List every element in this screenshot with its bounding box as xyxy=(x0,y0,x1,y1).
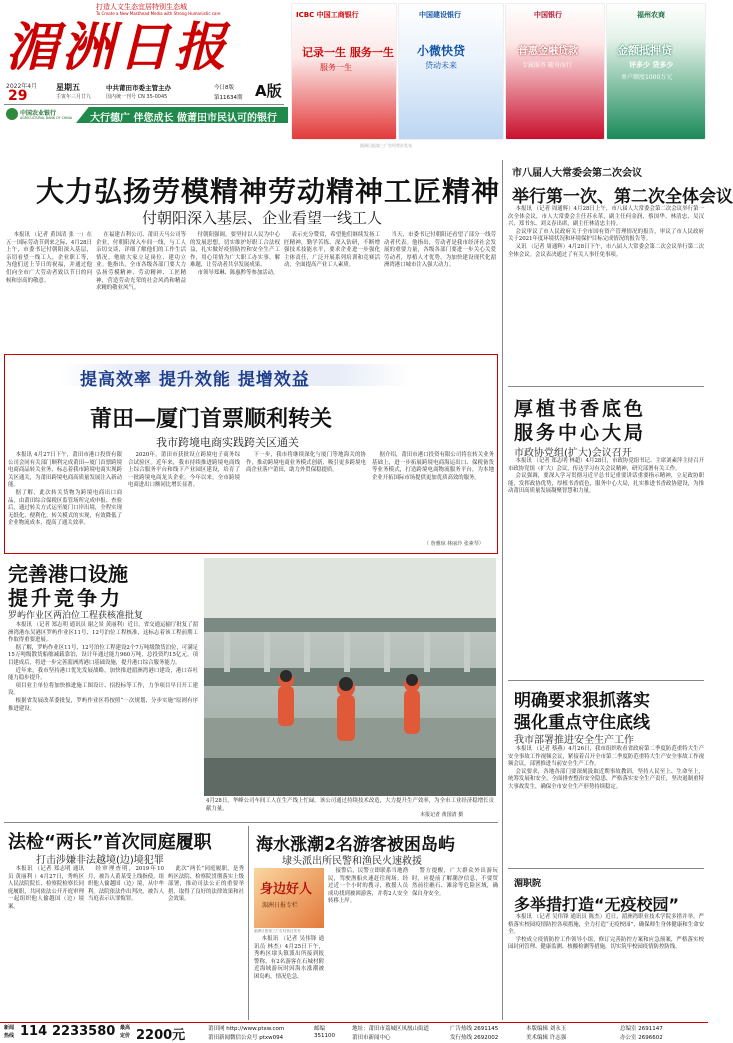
footer-web: 莆田网 http://www.ptxw.com xyxy=(208,1026,285,1032)
s2-title-1: 厚植书香底色 xyxy=(514,398,647,420)
good-people-ad xyxy=(254,868,324,928)
fz-tagline: 金额抵押贷 xyxy=(617,44,672,57)
feature-col-4 xyxy=(372,452,494,542)
feature-byline: （ 詹雅琼 林丽玲 张素琴） xyxy=(424,541,484,547)
boc-sub: 专属服务 随身而行 xyxy=(522,62,572,69)
s1-para: 本报讯 （记者 周通辉）4月28日上午，市八届人大常委会第二次会议举行第一次全体会议，市人大常委会主任苏永革，副主任何金润、蔡国华、林清忠、吴汉兴、郑书东、刘义春出席，副主任林清忠主持。 xyxy=(508,206,704,228)
s4-body xyxy=(508,914,704,1016)
court-para: 经审理查明，2019年10月，被告人黄某受上线指使，组织他人偷越国（边）境，从中牟利。法院依法作出判决，被告人当庭表示认罪悔罪。 xyxy=(88,866,164,903)
sea-para: 接警后，民警立即联系当地渔民，驾驶渔船火速赶往现场。经过近一个小时的搜寻，救援人员成功找到被困游客，并将2人安全转移上岸。 xyxy=(328,868,408,905)
ccb-tagline: 小微快贷 xyxy=(417,44,466,58)
feature-subtitle: 我市跨境电商实践跨关区通关 xyxy=(156,436,299,449)
icbc-tagline: 记录一生 服务一生 xyxy=(302,46,394,59)
abc-banner-text: 大行德广 伴您成长 做莆田市民认可的银行 xyxy=(90,113,277,124)
lead-para: 表示充分赞赏，希望他们继续发扬工匠精神，勤学苦练、深入钻研，不断增强技术技能水平，要求企业进一步强化主体责任，广泛开展系列培训和竞赛活动，全面提高产业工人素质。 xyxy=(284,232,380,269)
footer-postcode-label: 邮编 xyxy=(314,1026,326,1032)
icbc-sub: 服务一生 xyxy=(320,63,352,72)
s1-para: 会议审议了市人民政府关于全市国有资产管理情况的报告，审议了市人民政府关于2021年度环境状况和环境保护目标完成情况的报告等。 xyxy=(508,228,704,243)
good-people-sub: 湄洲日报专栏 xyxy=(262,902,299,909)
court-col-1 xyxy=(8,866,84,1016)
feature-para: 2020年，莆田市获批设立跨境电子商务综合试验区。近年来，我市持续推进跨境电商线上综合服务平台和线下产业园区建设，培育了一批跨境电商龙头企业。今年以来，全市跨境电商进出口额同比增长显著。 xyxy=(128,452,240,489)
sea-para: 本报讯 （记者 吴伟锋 通讯员 林杰）4月25日下午，秀屿区埭头镇派出所接到报警称，有2名游客在石城村附近海域游玩时因海水涨潮被困岛屿，情况危急。 xyxy=(254,936,324,980)
s1-para: 又讯 （记者 周通辉）4月28日下午，市八届人大常委会第二次会议举行第二次全体会议。会议表决通过了有关人事任免事项。 xyxy=(508,243,704,258)
footer-address: 地址：莆田市荔城区凤凰山街道 xyxy=(352,1026,430,1032)
feature-col-1 xyxy=(8,452,122,550)
lead-para: 当天，市委书记付朝阳还看望了部分一线劳动者代表。他指出，劳动者是我市经济社会发展的重要力量，各级各部门要进一步关心关爱劳动者，厚植人才优势，为加快建设现代化湄洲湾港口城市注入强大动力。 xyxy=(384,232,496,269)
lead-col-4 xyxy=(284,232,380,350)
good-people-label: 身边好人 xyxy=(260,882,313,897)
factory-photo-illustration xyxy=(204,558,496,796)
lead-col-3 xyxy=(190,232,280,350)
fz-ad xyxy=(606,3,706,140)
footer-address-2: 莆田市新闻中心 xyxy=(352,1035,391,1041)
port-title-1: 完善港口设施 xyxy=(8,562,128,586)
feature-para: 下一步，我市将继续深化与厦门等地海关的协作，推动跨境电商业务模式创新，吸引更多跨境电商企业落户莆田，助力外贸保稳提质。 xyxy=(246,452,366,474)
court-col-3 xyxy=(168,866,244,1016)
s3-body xyxy=(508,746,704,866)
boc-name: 中国银行 xyxy=(534,11,562,19)
photo-caption: 4月28日，华峰公司车间工人在生产线上忙碌。该公司通过持续技术改造，大力提升生产效率，为全市工业经济稳增长贡献力量。 xyxy=(206,798,494,812)
abc-bank-en: AGRICULTURAL BANK OF CHINA xyxy=(20,116,73,120)
court-title: 法检“两长”首次同庭履职 xyxy=(8,832,212,853)
boc-ad xyxy=(505,3,605,140)
sea-para: 警方提醒，广大群众外出游玩时，应提前了解潮汐信息，不要贸然前往礁石、滩涂等危险区域，确保自身安全。 xyxy=(412,868,498,897)
footer-hotline-label-2: 热线 xyxy=(4,1033,15,1039)
feature-para: 本报讯 4月27日下午，莆田市港口投资有限公司会同有关部门顺利完成莆田—厦门首票跨境电商商品转关业务，标志着我市跨境电商实现跨关区通关，为莆田跨境电商高质量发展注入新动能。 xyxy=(8,452,122,489)
ccb-sub: 贷动未来 xyxy=(425,61,457,70)
lead-title: 大力弘扬劳模精神劳动精神工匠精神 xyxy=(36,175,501,208)
masthead-lunar: 壬寅年三月廿九 xyxy=(56,94,92,100)
lead-col-2 xyxy=(96,232,186,350)
port-title-2: 提升竞争力 xyxy=(8,586,123,610)
lead-subtitle: 付朝阳深入基层、企业看望一线工人 xyxy=(142,209,383,227)
s3-title-2: 强化重点守住底线 xyxy=(514,713,650,733)
good-people-note: 湄洲日报第三广告经营社发布 xyxy=(254,929,301,933)
court-col-2 xyxy=(88,866,164,1016)
footer-office-2: 办公室 2696602 xyxy=(620,1035,663,1041)
footer-tel-2: 发行热线 2692002 xyxy=(450,1035,499,1041)
sea-title: 海水涨潮2名游客被困岛屿 xyxy=(256,835,455,855)
masthead-pages: 今日8版 xyxy=(214,85,234,91)
lead-para: 本报讯 （记者 黄国清 张 一）在五一国际劳动节到来之际，4月28日上午，市委书记付朝阳深入基层，亲切看望一线工人，企业职工等，为他们送上节日的祝福，并通过他们向全市广大劳动者致以节日的问候和崇高的敬意。 xyxy=(6,232,92,284)
lead-col-5 xyxy=(384,232,496,350)
photo-credit: 本报记者 黄国清 摄 xyxy=(420,812,464,818)
masthead-day: 29 xyxy=(8,88,28,104)
s2-body xyxy=(508,458,704,654)
s1-title: 举行第一次、第二次全体会议 xyxy=(512,187,733,207)
feature-title: 莆田—厦门首票顺利转关 xyxy=(90,407,333,432)
lead-col-1 xyxy=(6,232,92,350)
s4-para: 学校成立疫情防控工作领导小组，修订完善防控方案和应急预案，严格落实校园封闭管理、健康监测、核酸检测等措施，切实筑牢校园疫情防控防线。 xyxy=(508,936,704,951)
s2-para: 本报讯 （记者 郑志明 林超）4月28日，市政协党组书记、主席刘素萍主持召开市政协党组（扩大）会议，传达学习有关会议精神，研究部署有关工作。 xyxy=(508,458,704,472)
footer-editor-2: 美术编辑 许志强 xyxy=(526,1035,567,1041)
s3-para: 本报讯 （记者 蔡燕）4月26日，我市组织收看省政府第二季度防范重特大生产安全事故工作视频会议，紧接着召开全市第二季度防范重特大生产安全事故工作视频会议，部署推进当前安全生产工作。 xyxy=(508,746,704,768)
feature-col-2 xyxy=(128,452,240,550)
sea-col-2 xyxy=(328,868,408,1016)
court-para: 此次“两长”同庭履职，是秀屿区法院、检察院贯彻落实上级部署，推动司法公正的重要举措，取得了良好的法律效果和社会效果。 xyxy=(168,866,244,903)
icbc-name: ICBC 中国工商银行 xyxy=(296,11,359,19)
s2-title-2: 服务中心大局 xyxy=(514,422,647,444)
port-col xyxy=(8,622,198,808)
s4-title: 多举措打造“无疫校园” xyxy=(514,895,680,914)
footer-hotline-label-1: 新闻 xyxy=(4,1025,15,1031)
ccb-ad xyxy=(398,3,504,140)
footer-office-1: 总编室 2691147 xyxy=(620,1026,663,1032)
port-para: 项目业主单位将加快推进施工图设计、招投标等工作，力争项目早日开工建设。 xyxy=(8,682,198,697)
masthead-slogan-en: To Create a New Masthead Media with Strong Humanistic care xyxy=(96,11,221,16)
footer-postcode: 351100 xyxy=(314,1033,335,1039)
s3-para: 会议要求，各地各部门要深刻汲取近期事故教训，坚持人民至上、生命至上，统筹发展和安全，全面排查整治安全隐患，严格落实安全生产责任，坚决遏制重特大事故发生，确保全市安全生产形势持续稳定。 xyxy=(508,768,704,790)
s4-kicker: 湄职院 xyxy=(514,879,542,889)
fz-sub2: 单户额度1000万元 xyxy=(621,74,673,81)
footer-hotline-2: 2233580 xyxy=(52,1024,116,1039)
masthead-date: 2022年4月 xyxy=(6,83,38,90)
sea-col-3 xyxy=(412,868,498,1016)
s1-body xyxy=(508,206,704,382)
port-para: 本报讯 （记者 郑志明 通讯员 谢之景 黄丽利）近日，省交通运输厅批复了湄洲湾港东吴港区罗屿作业区11号、12号泊位工程核准，这标志着该工程前期工作取得重要进展。 xyxy=(8,622,198,644)
feature-col-3 xyxy=(246,452,366,550)
port-para: 近年来，我市坚持港口优先发展战略，加快推进湄洲湾港口建设，港口吞吐能力稳步提升。 xyxy=(8,667,198,682)
footer-hotline-1: 114 xyxy=(20,1024,48,1039)
fz-name: 福州农商 xyxy=(637,11,665,19)
s4-para: 本报讯 （记者 吴伟锋 通讯员 陈杰）近日，湄洲湾职业技术学院多措并举，严格落实校园疫情防控各项措施，全力打造“无疫校园”，确保师生身体健康和生命安全。 xyxy=(508,914,704,936)
port-subtitle: 罗屿作业区两泊位工程获核准批复 xyxy=(8,611,144,621)
court-subtitle: 打击涉嫌非法越境(边)境犯罪 xyxy=(36,855,164,866)
footer-editor-1: 本版编辑 刘永玉 xyxy=(526,1026,567,1032)
s2-subtitle: 市政协党组(扩大)会议召开 xyxy=(514,448,632,459)
boc-tagline: 普惠金融贷款 xyxy=(518,46,578,57)
lead-para: 付朝阳强调，要坚持以人民为中心的发展思想，切实维护好职工合法权益，扎实做好疫情防控和安全生产工作，用心用情为广大职工办实事、解难题，让劳动者共享发展成果。 xyxy=(190,232,280,269)
lead-para: 在福建吉利公司、莆田天马公司等企业，付朝阳深入车间一线，与工人亲切交谈，详细了解他们的工作生活情况，勉励大家立足岗位、建功立业。他指出，全市各级各部门要大力弘扬劳模精神、劳动精神、工匠精神，营造劳动光荣的社会风尚和精益求精的敬业风气。 xyxy=(96,232,186,292)
footer-wechat: 莆田新闻微信公众号 ptxw094 xyxy=(208,1035,284,1041)
feature-para: 据介绍，莆田市港口投资有限公司将在转关业务基础上，进一步拓展跨境电商海运出口、保税备货等业务模式，打造跨境电商物流服务平台，为本地企业开拓国际市场提供更加优质高效的服务。 xyxy=(372,452,494,481)
s3-subtitle: 我市部署推进安全生产工作 xyxy=(514,735,634,746)
footer-tel-1: 广告热线 2691145 xyxy=(450,1026,499,1032)
port-para: 根据省发展改革委批复，罗屿作业区将按照“一次规划、分步实施”原则有序推进建设。 xyxy=(8,697,198,712)
footer-price: 2200元 xyxy=(136,1028,186,1043)
feature-banner-text: 提高效率 提升效能 提增效益 xyxy=(80,370,310,390)
masthead-edition: A版 xyxy=(255,82,282,100)
court-para: 本报讯 （记者 郑志明 通讯员 黄丽利 ）4月27日，秀屿区人民法院院长、检察院检察长同庭履职，共同依法公开开庭审理一起组织他人偷越国（边）境案。 xyxy=(8,866,84,910)
footer-sub-label-1: 最高 xyxy=(120,1025,131,1031)
fz-sub: 评多少 贷多少 xyxy=(629,61,674,69)
sea-subtitle: 埭头派出所民警和渔民火速救援 xyxy=(282,856,422,867)
masthead-slogan: 打造人文生态宜居特别生态城 xyxy=(96,3,187,11)
port-para: 据了解，罗屿作业区11号、12号泊位工程建设2个7万吨级散货泊位，可满足15万吨级散货船舶减载靠泊，设计年通过能力960万吨，总投资约15亿元。项目建成后，将进一步完善湄洲湾港口基础设施，提升港口综合服务能力。 xyxy=(8,644,198,666)
footer xyxy=(0,1023,708,1042)
s2-para: 会议强调，要深入学习贯彻习近平总书记重要讲话重要指示精神，立足政协职能，发挥政协优势，厚植书香底色，服务中心大局，扎实推进书香政协建设，为推动莆田高质量发展凝聚智慧和力量。 xyxy=(508,473,704,495)
masthead-issn: 国内统一刊号 CN 35-0045 xyxy=(106,94,168,100)
s1-kicker: 市八届人大常委会第二次会议 xyxy=(512,168,642,179)
feature-para: 据了解，此次转关货物为跨境电商出口商品，由莆田综合保税区监管场所完成申报、查验后，通过转关方式运至厦门口岸出境，全程实现无纸化、便利化。转关模式的实现，有效降低了企业物流成本，提高了通关效率。 xyxy=(8,489,122,527)
news-photo xyxy=(204,558,496,796)
masthead-logo: 湄洲日报 xyxy=(6,17,231,78)
sea-col-1 xyxy=(254,936,324,1016)
masthead-org: 中共莆田市委主管主办 xyxy=(106,84,171,92)
ads-note: 湄洲日报第三广告经营社发布 xyxy=(360,143,412,148)
ccb-name: 中国建设银行 xyxy=(419,11,461,19)
abc-logo-icon xyxy=(6,108,18,120)
icbc-ad xyxy=(291,3,397,140)
masthead-weekday: 星期五 xyxy=(56,83,80,92)
footer-sub-label-2: 定价 xyxy=(120,1033,131,1039)
s3-title-1: 明确要求狠抓落实 xyxy=(514,691,650,711)
abc-bank-name: 中国农业银行 xyxy=(20,110,57,117)
masthead-serial: 第11634期 xyxy=(214,95,243,101)
lead-para: 市领导郑琳、陈惠黔等参加活动。 xyxy=(197,269,279,276)
